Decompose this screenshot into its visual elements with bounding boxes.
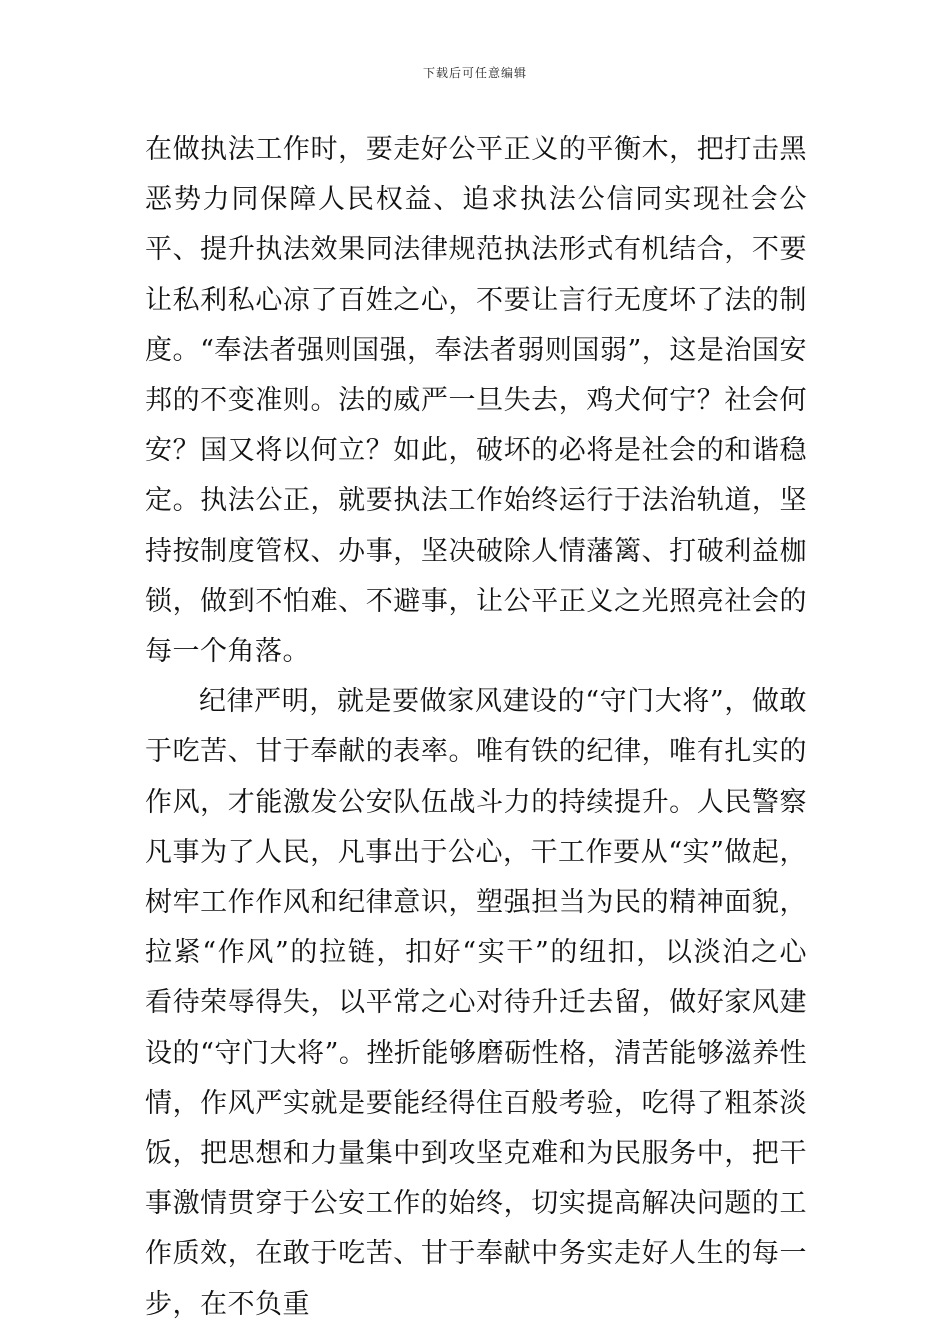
page-header: 下载后可任意编辑 bbox=[422, 66, 527, 80]
paragraph-2: 纪律严明，就是要做家风建设的“守门大将”，做敢于吃苦、甘于奉献的表率。唯有铁的纪律，唯有扎实的作风，才能激发公安队伍战斗力的持续提升。人民警察凡事为了人民，凡事出于公心，干工作要从“实”做起，树牢工作作风和纪律意识，塑强担当为民的精神面貌，拉紧“作风”的拉链，扣好“实干”的纽扣，以淡泊之心看待荣辱得失，以平常之心对待升迁去留，做好家风建设的“守门大将”。挫折能够磨砺性格，清苦能够滋养性情，作风严实就是要能经得住百般考验，吃得了粗茶淡饭，把思想和力量集中到攻坚克难和为民服务中，把干事激情贯穿于公安工作的始终，切实提高解决问题的工作质效，在敢于吃苦、甘于奉献中务实走好人生的每一步，在不负重 bbox=[145, 686, 807, 1320]
body-text bbox=[145, 125, 807, 1330]
paragraph-1: 在做执法工作时，要走好公平正义的平衡木，把打击黑恶势力同保障人民权益、追求执法公信同实现社会公平、提升执法效果同法律规范执法形式有机结合，不要让私利私心凉了百姓之心，不要让言行无度坏了法的制度。“奉法者强则国强，奉法者弱则国弱”，这是治国安邦的不变准则。法的威严一旦失去，鸡犬何宁？社会何安？国又将以何立？如此，破坏的必将是社会的和谐稳定。执法公正，就要执法工作始终运行于法治轨道，坚持按制度管权、办事，坚决破除人情藩篱、打破利益枷锁，做到不怕难、不避事，让公平正义之光照亮社会的每一个角落。 bbox=[145, 134, 807, 668]
